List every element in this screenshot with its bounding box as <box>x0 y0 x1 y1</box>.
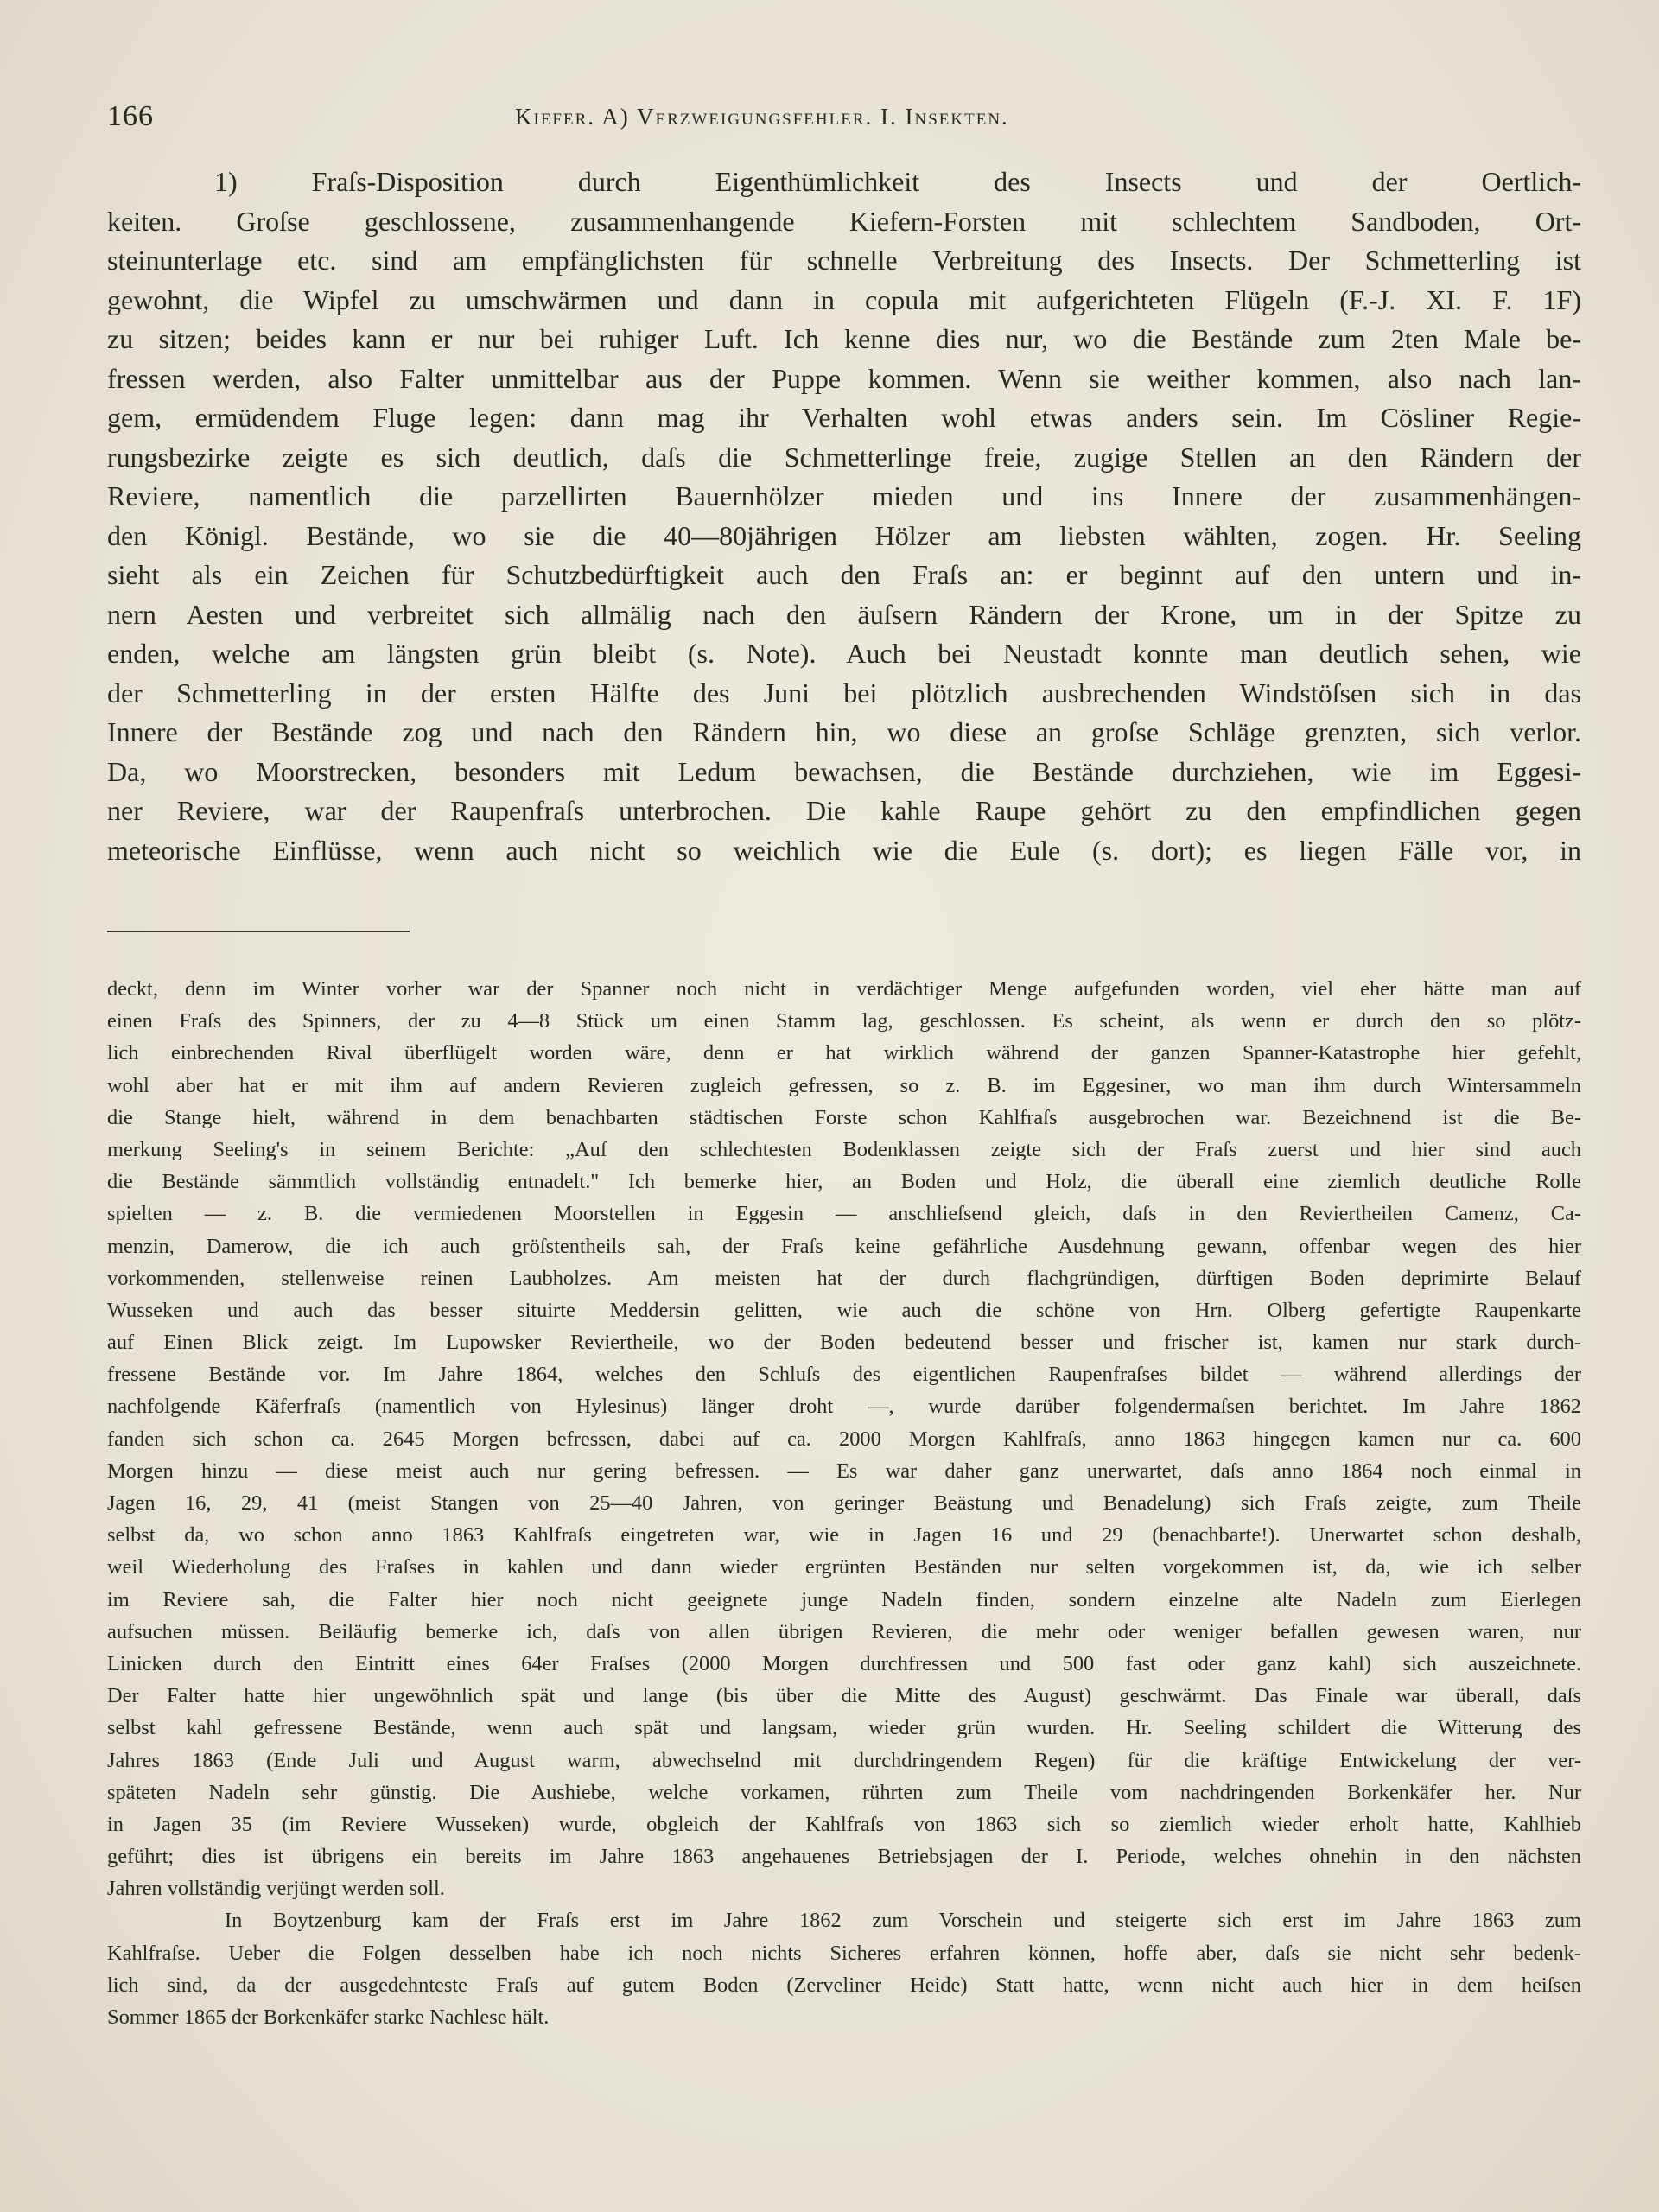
footnote-line: wohl aber hat er mit ihm auf andern Revieren zugleich gefressen, so z. B. im Eggesiner, wo man ihm durch Wintersammeln <box>107 1073 1581 1097</box>
footnote-line: fanden sich schon ca. 2645 Morgen befressen, dabei auf ca. 2000 Morgen Kahlfraſs, anno 1863 hingegen kamen nur ca. 600 <box>107 1427 1581 1451</box>
footnote-line: vorkommenden, stellenweise reinen Laubholzes. Am meisten hat der durch flachgründigen, dürftigen Boden deprimirte Belauf <box>107 1266 1581 1290</box>
footnote-line: spielten — z. B. die vermiedenen Moorstellen in Eggesin — anschlieſsend gleich, daſs in den Reviertheilen Camenz, Ca- <box>107 1202 1581 1226</box>
footnote-rule <box>107 931 410 932</box>
text-line: zu sitzen; beides kann er nur bei ruhiger Luft. Ich kenne dies nur, wo die Bestände zum 2ten Male be- <box>107 323 1581 354</box>
footnote-line: Jahren vollständig verjüngt werden soll. <box>107 1877 445 1901</box>
text-line: fressen werden, also Falter unmittelbar aus der Puppe kommen. Wenn sie weither kommen, also nach lan- <box>107 362 1581 394</box>
text-line: gem, ermüdendem Fluge legen: dann mag ihr Verhalten wohl etwas anders sein. Im Cösliner Regie- <box>107 402 1581 433</box>
footnote-line: Kahlfraſse. Ueber die Folgen desselben habe ich noch nichts Sicheres erfahren können, hoffe aber, daſs sie nicht sehr bedenk- <box>107 1941 1581 1965</box>
page-number: 166 <box>107 100 154 132</box>
footnote-text <box>107 973 1581 2033</box>
text-line: rungsbezirke zeigte es sich deutlich, daſs die Schmetterlinge freie, zugige Stellen an den Rändern der <box>107 441 1581 473</box>
page-header <box>107 97 1576 140</box>
footnote-line: selbst da, wo schon anno 1863 Kahlfraſs eingetreten war, wie in Jagen 16 und 29 (benachbarte!). Unerwartet schon deshalb, <box>107 1523 1581 1548</box>
footnote-line: die Bestände sämmtlich vollständig entnadelt." Ich bemerke hier, an Boden und Holz, die überall eine ziemlich deutliche Rolle <box>107 1170 1581 1194</box>
text-line: steinunterlage etc. sind am empfänglichsten für schnelle Verbreitung des Insects. Der Schmetterling ist <box>107 245 1581 276</box>
footnote-line: späteten Nadeln sehr günstig. Die Aushiebe, welche vorkamen, rührten zum Theile vom nachdringenden Borkenkäfer her. Nur <box>107 1780 1581 1804</box>
footnote-line: die Stange hielt, während in dem benachbarten städtischen Forste schon Kahlfraſs ausgebrochen war. Bezeichnend ist die Be- <box>107 1105 1581 1129</box>
footnote-line: fressene Bestände vor. Im Jahre 1864, welches den Schluſs des eigentlichen Raupenfraſses bildet — während allerdings der <box>107 1363 1581 1387</box>
text-line: gewohnt, die Wipfel zu umschwärmen und dann in copula mit aufgerichteten Flügeln (F.-J. XI. F. 1F) <box>107 283 1581 315</box>
footnote-line: menzin, Damerow, die ich auch gröſstentheils sah, der Fraſs keine gefährliche Ausdehnung gewann, offenbar wegen des hier <box>107 1234 1581 1258</box>
text-line: Da, wo Moorstrecken, besonders mit Ledum bewachsen, die Bestände durchziehen, wie im Eggesi- <box>107 755 1581 787</box>
footnote-line: In Boytzenburg kam der Fraſs erst im Jahre 1862 zum Vorschein und steigerte sich erst im Jahre 1863 zum <box>225 1909 1581 1933</box>
footnote-line: in Jagen 35 (im Reviere Wusseken) wurde, obgleich der Kahlfraſs von 1863 sich so ziemlich wieder erholt hatte, Kahlhieb <box>107 1812 1581 1836</box>
text-line: meteorische Einflüsse, wenn auch nicht so weichlich wie die Eule (s. dort); es liegen Fälle vor, in <box>107 834 1581 866</box>
text-line: enden, welche am längsten grün bleibt (s. Note). Auch bei Neustadt konnte man deutlich sehen, wie <box>107 638 1581 669</box>
footnote-line: weil Wiederholung des Fraſses in kahlen und dann wieder ergrünten Beständen nur selten vorgekommen ist, da, wie ich selber <box>107 1555 1581 1580</box>
text-line: ner Reviere, war der Raupenfraſs unterbrochen. Die kahle Raupe gehört zu den empfindlichen gegen <box>107 795 1581 826</box>
footnote-line: Morgen hinzu — diese meist auch nur gering befressen. — Es war daher ganz unerwartet, daſs anno 1864 noch einmal in <box>107 1459 1581 1483</box>
footnote-line: Wusseken und auch das besser situirte Meddersin gelitten, wie auch die schöne von Hrn. Olberg gefertigte Raupenkarte <box>107 1298 1581 1322</box>
footnote-line: Linicken durch den Eintritt eines 64er Fraſses (2000 Morgen durchfressen und 500 fast oder ganz kahl) sich auszeichnete. <box>107 1651 1581 1675</box>
footnote-line: Der Falter hatte hier ungewöhnlich spät und lange (bis über die Mitte des August) geschwärmt. Das Finale war überall, daſs <box>107 1684 1581 1708</box>
footnote-line: Jagen 16, 29, 41 (meist Stangen von 25—40 Jahren, von geringer Beästung und Benadelung) sich Fraſs zeigte, zum Theile <box>107 1491 1581 1515</box>
text-line: 1) Fraſs-Disposition durch Eigenthümlichkeit des Insects und der Oertlich- <box>214 166 1581 197</box>
footnote-line: lich einbrechenden Rival überflügelt worden wäre, denn er hat wirklich während der ganzen Spanner-Katastrophe hier gefehlt, <box>107 1041 1581 1065</box>
footnote-line: deckt, denn im Winter vorher war der Spanner noch nicht in verdächtiger Menge aufgefunden worden, viel eher hätte man auf <box>107 977 1581 1001</box>
footnote-line: merkung Seeling's in seinem Berichte: „Auf den schlechtesten Bodenklassen zeigte sich der Fraſs zuerst und hier sind auch <box>107 1137 1581 1161</box>
footnote-line: einen Fraſs des Spinners, der zu 4—8 Stück um einen Stamm lag, geschlossen. Es scheint, als wenn er durch den so plötz- <box>107 1009 1581 1033</box>
footnote-line: auf Einen Blick zeigt. Im Lupowsker Reviertheile, wo der Boden bedeutend besser und frischer ist, kamen nur stark durch- <box>107 1331 1581 1355</box>
footnote-line: selbst kahl gefressene Bestände, wenn auch spät und langsam, wieder grün wurden. Hr. Seeling schildert die Witterung des <box>107 1716 1581 1740</box>
footnote-line: lich sind, da der ausgedehnteste Fraſs auf gutem Boden (Zerveliner Heide) Statt hatte, wenn nicht auch hier in dem heiſsen <box>107 1973 1581 1997</box>
text-line: der Schmetterling in der ersten Hälfte des Juni bei plötzlich ausbrechenden Windstöſsen sich in das <box>107 677 1581 709</box>
footnote-line: geführt; dies ist übrigens ein bereits im Jahre 1863 angehauenes Betriebsjagen der I. Periode, welches ohnehin in den nächsten <box>107 1845 1581 1869</box>
footnote-line: nachfolgende Käferfraſs (namentlich von Hylesinus) länger droht —, wurde darüber folgendermaſsen berichtet. Im Jahre 1862 <box>107 1395 1581 1419</box>
text-line: Reviere, namentlich die parzellirten Bauernhölzer mieden und ins Innere der zusammenhängen- <box>107 480 1581 512</box>
footnote-line: Jahres 1863 (Ende Juli und August warm, abwechselnd mit durchdringendem Regen) für die kräftige Entwickelung der ver- <box>107 1748 1581 1772</box>
footnote-line: im Reviere sah, die Falter hier noch nicht geeignete junge Nadeln finden, sondern einzelne alte Nadeln zum Eierlegen <box>107 1587 1581 1611</box>
footnote-line: Sommer 1865 der Borkenkäfer starke Nachlese hält. <box>107 2005 550 2029</box>
text-line: nern Aesten und verbreitet sich allmälig nach den äuſsern Rändern der Krone, um in der Spitze zu <box>107 598 1581 630</box>
main-text <box>107 162 1581 870</box>
text-line: keiten. Groſse geschlossene, zusammenhangende Kiefern-Forsten mit schlechtem Sandboden, Ort- <box>107 205 1581 237</box>
text-line: Innere der Bestände zog und nach den Rändern hin, wo diese an groſse Schläge grenzten, sich verlor. <box>107 716 1581 747</box>
text-line: sieht als ein Zeichen für Schutzbedürftigkeit auch den Fraſs an: er beginnt auf den untern und in- <box>107 559 1581 590</box>
text-line: den Königl. Bestände, wo sie die 40—80jährigen Hölzer am liebsten wählten, zogen. Hr. Seeling <box>107 519 1581 551</box>
footnote-line: aufsuchen müssen. Beiläufig bemerke ich, daſs von allen übrigen Revieren, die mehr oder weniger befallen gewesen waren, nur <box>107 1619 1581 1643</box>
running-head: Kiefer. A) Verzweigungsfehler. I. Insekten. <box>515 104 1009 130</box>
